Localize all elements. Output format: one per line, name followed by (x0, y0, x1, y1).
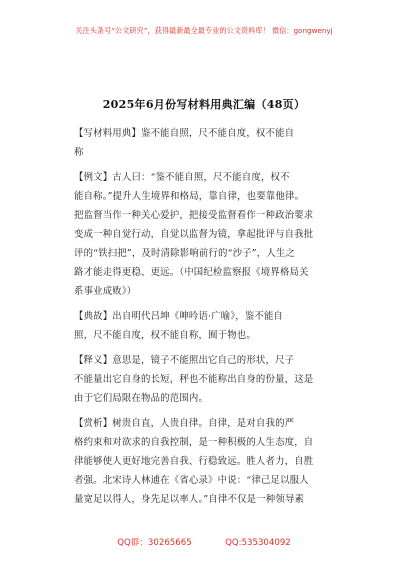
paragraph-line: 【赏析】树贵自直，人贵自律。自律，是对自我的严 (74, 418, 295, 429)
header-banner: 关注头条号“公文研究”，获得最新最全最专业的公文资料库！ 微信：gongwenyj (75, 26, 333, 35)
document-title: 2025年6月份写材料用典汇编（48页） (102, 98, 306, 111)
body-paragraph (74, 307, 346, 345)
paragraph-line: 【写材料用典】鉴不能自照，尺不能自度，权不能自 (74, 128, 295, 139)
document-body (74, 124, 346, 509)
paragraph-line: 【释义】意思是，镜子不能照出它自己的形状，尺子 (74, 355, 295, 366)
paragraph-line: 把监督当作一种关心爱护，把接受监督看作一种政治要求 (74, 210, 314, 221)
footer-contact (0, 536, 408, 548)
paragraph-line: 照，尺不能自度，权不能自称，囿于物也。 (74, 330, 256, 341)
paragraph-line: 量宽足以得人，身先足以率人。”自律不仅是一种领导素 (74, 494, 305, 505)
paragraph-line: 评的“铁扫把”，及时清除影响前行的“沙子”，人生之 (74, 248, 296, 259)
body-paragraph (74, 351, 346, 408)
body-paragraph (74, 168, 346, 301)
paragraph-line: 称 (74, 147, 84, 158)
paragraph-line: 【典故】出自明代吕坤《呻吟语·广喻》，鉴不能自 (74, 311, 284, 322)
paragraph-line: 变成一种自觉行动，自觉以监督为镜，拿起批评与自我批 (74, 229, 314, 240)
body-paragraph (74, 124, 346, 162)
paragraph-line: 路才能走得更稳、更远。（中国纪检监察报《境界格局关 (74, 267, 309, 278)
paragraph-line: 系事业成败》） (74, 286, 137, 297)
paragraph-line: 格约束和对欲求的自我控制，是一种积极的人生态度，自 (74, 437, 314, 448)
footer-qq-group: QQ群：30265665 (117, 538, 192, 548)
paragraph-line: 律能够使人更好地完善自我、行稳致远。胜人者力，自胜 (74, 456, 314, 467)
footer-qq: QQ:535304092 (225, 538, 291, 548)
paragraph-line: 能自称。”提升人生境界和格局，靠自律，也要靠他律。 (74, 191, 305, 202)
paragraph-line: 者强。北宋诗人林逋在《省心录》中说：“律己足以服人 (74, 475, 309, 486)
paragraph-line: 由于它们局限在物品的范围内。 (74, 393, 209, 404)
paragraph-line: 不能量出它自身的长短，秤也不能称出自身的份量，这是 (74, 374, 314, 385)
paragraph-line: 【例文】古人曰：“鉴不能自照，尺不能自度，权不 (74, 172, 290, 183)
body-paragraph (74, 414, 346, 509)
